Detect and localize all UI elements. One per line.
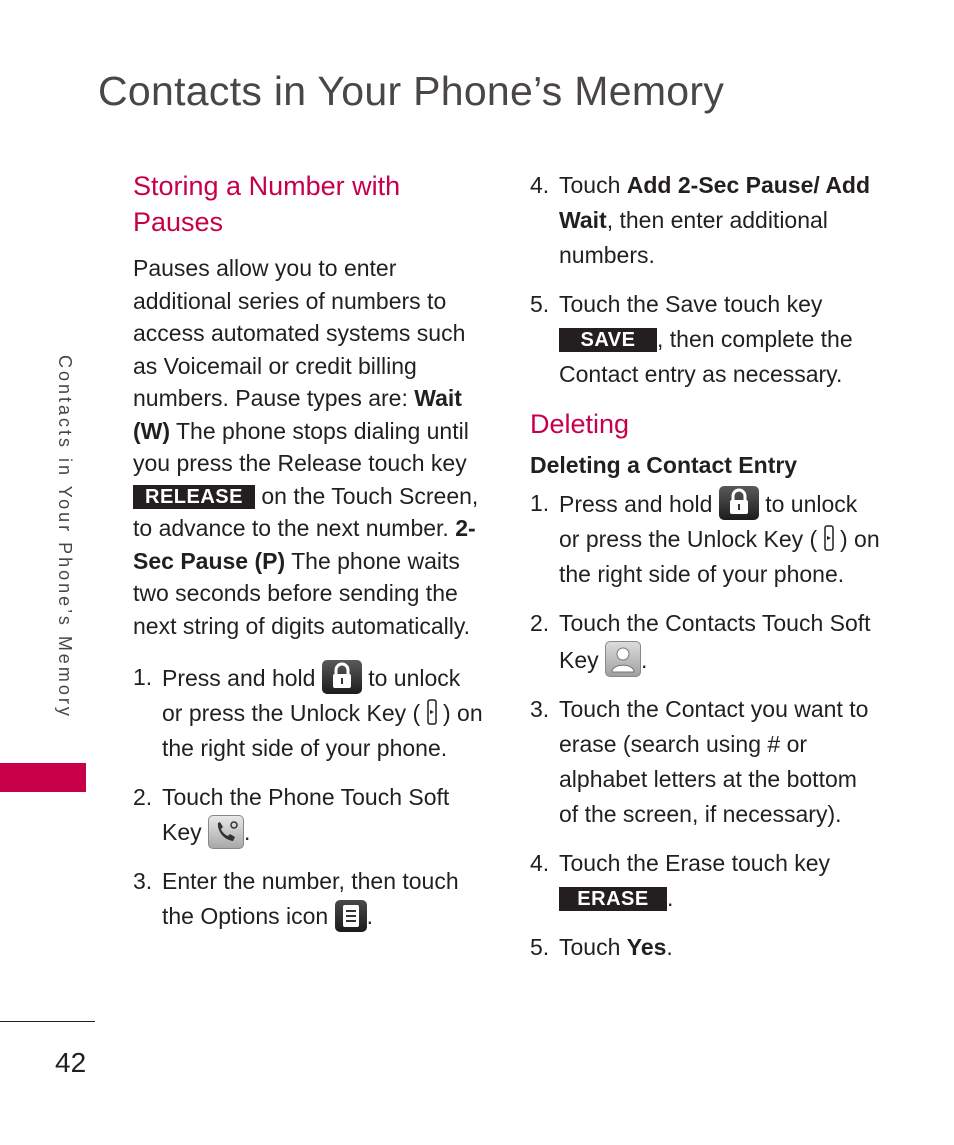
sub-heading-deleting-contact: Deleting a Contact Entry [530,452,798,478]
list-item [530,846,880,916]
step-text: , then complete the Contact entry as necessary. [559,326,853,387]
step-text: to unlock or press the Unlock Key ( [559,491,858,552]
step-number: 3. [133,868,153,894]
pause-steps [133,660,483,934]
step-text: Touch [559,934,627,960]
erase-key-button: ERASE [559,887,667,911]
step-text: ) on the right side of your phone. [559,526,880,587]
release-key-button: RELEASE [133,485,255,509]
list-item [530,287,880,392]
lock-icon [322,660,362,694]
step-text: . [667,885,674,911]
step-text: to unlock or press the Unlock Key ( [162,665,461,726]
section-heading-deleting: Deleting [530,409,630,439]
intro-text-4: The phone waits two seconds before sending the next string of digits automatically. [133,547,471,639]
step-number: 5. [530,291,550,317]
step-number: 2. [133,784,153,810]
step-text: . [366,903,373,929]
step-number: 4. [530,850,550,876]
list-item [530,606,880,678]
step-text: Press and hold [559,491,719,517]
left-column [133,168,483,948]
pause-steps-continued [530,168,880,392]
page-title: Contacts in Your Phone’s Memory [98,68,725,114]
step-number: 4. [530,172,550,198]
step-number: 3. [530,696,550,722]
list-item [530,486,880,592]
list-item [133,780,483,850]
step-text: , then enter additional numbers. [559,207,828,268]
intro-text-1: Pauses allow you to enter additional series of numbers to access automated systems such as Voicemail or credit billing numbers. Pause types are: [133,255,466,411]
list-item [133,864,483,934]
step-text: . [666,934,673,960]
step-text: Touch the Contact you want to erase (search using # or alphabet letters at the bottom of the screen, if necessary). [559,696,869,827]
page-number: 42 [55,1047,87,1078]
intro-text-3: on the Touch Screen, to advance to the next number. [133,482,479,541]
unlock-key-icon [427,699,437,725]
unlock-key-icon [824,525,834,551]
right-column [530,168,880,979]
step-text: Touch the Phone Touch Soft Key [162,784,450,845]
contacts-icon [605,641,641,677]
step-text: Touch [559,172,627,198]
step-text: Enter the number, then touch the Options icon [162,868,459,929]
section-heading-pauses: Storing a Number with Pauses [133,171,401,237]
pauses-intro [133,252,483,642]
step-text: Touch the Erase touch key [559,850,831,876]
list-item [133,660,483,766]
step-text: Touch the Contacts Touch Soft Key [559,610,871,673]
add-pause-label: Add 2-Sec Pause/ Add Wait [559,172,871,233]
step-text: . [641,647,648,673]
step-text: . [244,819,251,845]
phone-icon [208,815,244,849]
side-tab-marker [0,763,86,792]
step-number: 1. [133,664,153,690]
options-icon [335,900,367,932]
list-item [530,168,880,273]
pause-label: 2-Sec Pause (P) [133,515,476,574]
wait-label: Wait (W) [133,385,462,444]
list-item [530,930,880,965]
lock-icon [719,486,759,520]
step-number: 2. [530,610,550,636]
yes-label: Yes [626,934,667,960]
delete-steps [530,486,880,965]
side-tab-label: Contacts in Your Phone’s Memory [55,355,75,719]
save-key-button: SAVE [559,328,657,352]
step-text: Touch the Save touch key [559,291,823,317]
step-number: 5. [530,934,550,960]
step-text: ) on the right side of your phone. [162,700,483,761]
list-item [530,692,880,832]
intro-text-2: The phone stops dialing until you press the Release touch key [133,417,469,476]
step-text: Press and hold [162,665,322,691]
footer-rule [0,1021,95,1022]
step-number: 1. [530,490,550,516]
